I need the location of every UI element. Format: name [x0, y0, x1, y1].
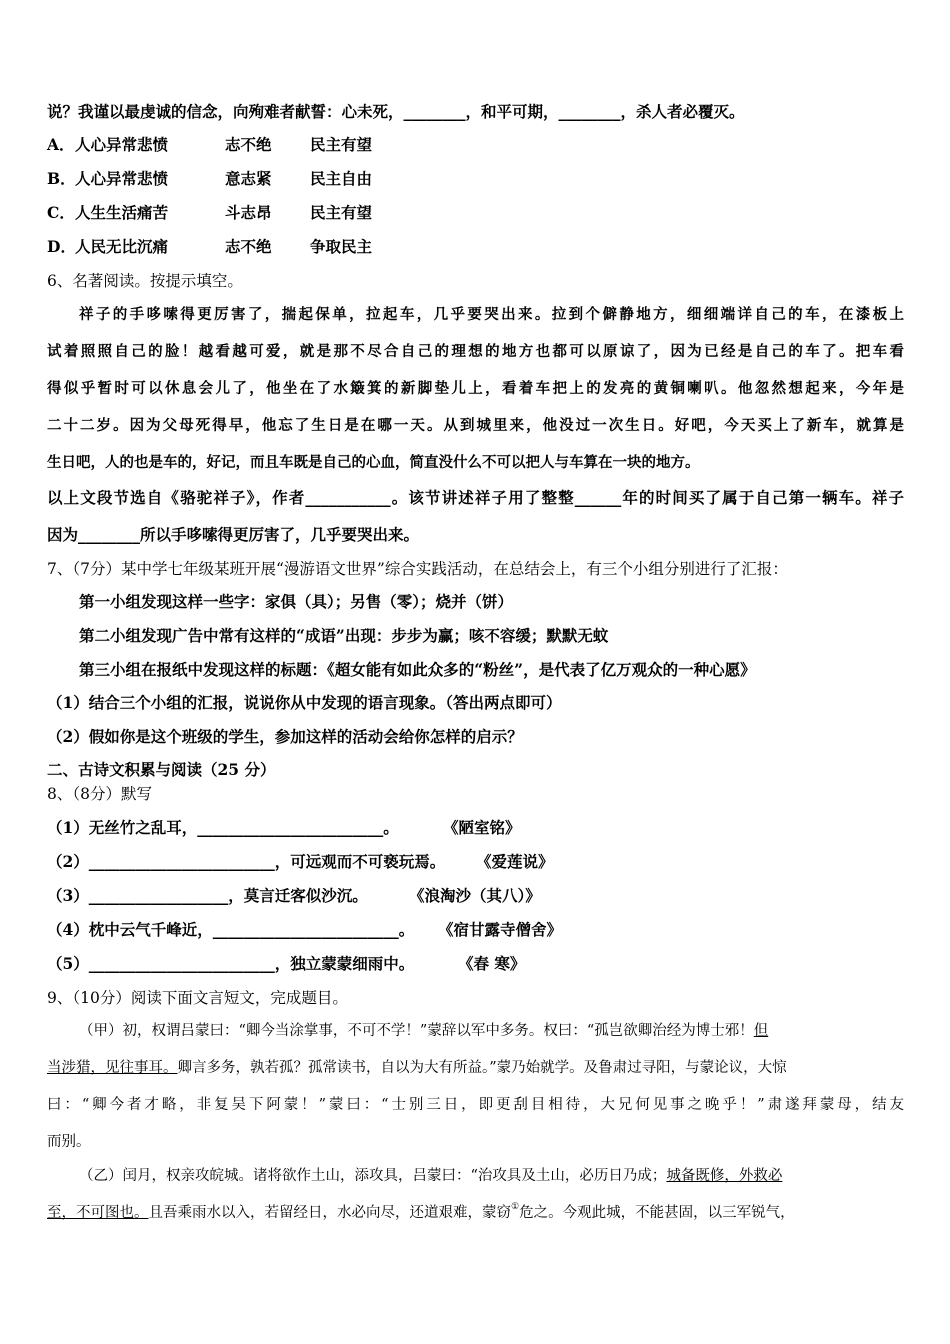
- q8-item-3-source: 《浪淘沙（其八）》: [409, 886, 541, 905]
- q6-passage-line-4: 二十二岁。因为父母死得早，他忘了生日是在哪一天。从到城里来，他没过一次生日。好吧，今天买上了新车，就算是: [47, 417, 904, 434]
- q7-sub-1: （1）结合三个小组的汇报，说说你从中发现的语言现象。（答出两点即可）: [47, 693, 562, 712]
- q5-option-b: B．人心异常悲愤 意志紧 民主自由: [47, 169, 373, 188]
- q5-option-d: D．人民无比沉痛 志不绝 争取民主: [47, 237, 373, 256]
- q7-group-2: 第二小组发现广告中常有这样的“成语”出现：步步为赢；咳不容缓；默默无蚊: [79, 626, 609, 645]
- q6-passage-line-3: 得似乎暂时可以休息会儿了，他坐在了水簸箕的新脚垫儿上，看着车把上的发亮的黄铜喇叭。他忽然想起来，今年是: [47, 380, 904, 397]
- q9-jia-line-1: （甲）初，权谓吕蒙曰：“卿今当涂掌事，不可不学！”蒙辞以军中多务。权曰：“孤岂欲卿治经为博士邪！但: [79, 1023, 769, 1039]
- q8-item-2: （2）________________________，可远观而不可亵玩焉。: [47, 852, 446, 871]
- q7-group-1: 第一小组发现这样一些字：家俱（具）；另售（零）；烧并（饼）: [79, 592, 514, 611]
- q6-question-line-2: 因为________所以手哆嗦得更厉害了，几乎要哭出来。: [47, 525, 420, 544]
- footnote-marker: ①: [511, 1202, 520, 1212]
- q8-item-5: （5）________________________，独立蒙蒙细雨中。: [47, 954, 415, 973]
- q6-stem: 6、名著阅读。按提示填空。: [47, 272, 243, 290]
- q9-jia-line-2: 当涉猎，见往事耳。卿言多务，孰若孤？孤常读书，自以为大有所益。”蒙乃始就学。及鲁肃过寻阳，与蒙论议，大惊: [47, 1060, 787, 1076]
- q5-stem-tail: 说？我谨以最虔诚的信念，向殉难者献誓：心未死，________，和平可期，________，杀人者必覆灭。: [47, 102, 745, 121]
- q6-passage-line-2: 试着照照自己的脸！越看越可爱，就是那不尽合自己的理想的地方也都可以原谅了，因为已经是自己的车了。把车看: [47, 343, 904, 360]
- q7-sub-2: （2）假如你是这个班级的学生，参加这样的活动会给你怎样的启示？: [47, 727, 523, 746]
- q9-stem: 9、（10分）阅读下面文言短文，完成题目。: [47, 989, 348, 1007]
- q8-item-2-source: 《爱莲说》: [476, 852, 554, 871]
- q9-yi-line-1: （乙）闰月，权亲攻皖城。诸将欲作土山，添攻具，吕蒙曰：“治攻具及土山，必历日乃成；城备既修，外救必: [79, 1168, 783, 1184]
- q7-group-3: 第三小组在报纸中发现这样的标题：《超女能有如此众多的“粉丝”，是代表了亿万观众的一种心愿》: [79, 660, 756, 679]
- q9-jia-underlined-2: 当涉猎，见往事耳。: [47, 1060, 178, 1076]
- q6-question-line-1: 以上文段节选自《骆驼祥子》，作者___________。该节讲述祥子用了整整______年的时间买了属于自己第一辆车。祥子: [47, 488, 904, 507]
- q8-item-3: （3）__________________，莫言迁客似沙沉。: [47, 886, 368, 905]
- q5-option-a: A．人心异常悲愤 志不绝 民主有望: [47, 135, 373, 154]
- q9-jia-underlined-1: 但: [753, 1023, 769, 1039]
- q5-option-c: C．人生生活痛苦 斗志昂 民主有望: [47, 203, 373, 222]
- section-2-title: 二、古诗文积累与阅读（25 分）: [47, 760, 276, 779]
- q8-item-4-source: 《宿甘露寺僧舍》: [438, 920, 563, 939]
- q9-yi-underlined-2: 至，不可图也。: [47, 1205, 149, 1221]
- q9-jia-line-4: 而别。: [47, 1134, 91, 1150]
- q9-jia-line-3: 曰：“卿今者才略，非复吴下阿蒙！”蒙曰：“士别三日，即更刮目相待，大兄何见事之晚乎！”肃遂拜蒙母，结友: [47, 1097, 904, 1113]
- q9-yi-line-2: 至，不可图也。且吾乘雨水以入，若留经日，水必向尽，还道艰难，蒙窃①危之。今观此城，不能甚固，以三军锐气，: [47, 1202, 795, 1221]
- q8-item-1: （1）无丝竹之乱耳，________________________。: [47, 818, 399, 837]
- q6-passage-line-5: 生日吧，人的也是车的，好记，而且车既是自己的心血，简直没什么不可以把人与车算在一块的地方。: [47, 454, 700, 471]
- q8-item-5-source: 《春 寒》: [458, 954, 526, 973]
- q9-yi-underlined-1: 城备既修，外救必: [666, 1168, 783, 1184]
- q8-stem: 8、（8分）默写: [47, 785, 152, 803]
- q7-stem: 7、（7分）某中学七年级某班开展“漫游语文世界”综合实践活动，在总结会上，有三个小组分别进行了汇报：: [47, 560, 788, 578]
- q8-item-1-source: 《陋室铭》: [443, 818, 521, 837]
- q6-passage-line-1: 祥子的手哆嗦得更厉害了，揣起保单，拉起车，几乎要哭出来。拉到个僻静地方，细细端详自己的车，在漆板上: [79, 306, 904, 323]
- q8-item-4: （4）枕中云气千峰近，________________________。: [47, 920, 415, 939]
